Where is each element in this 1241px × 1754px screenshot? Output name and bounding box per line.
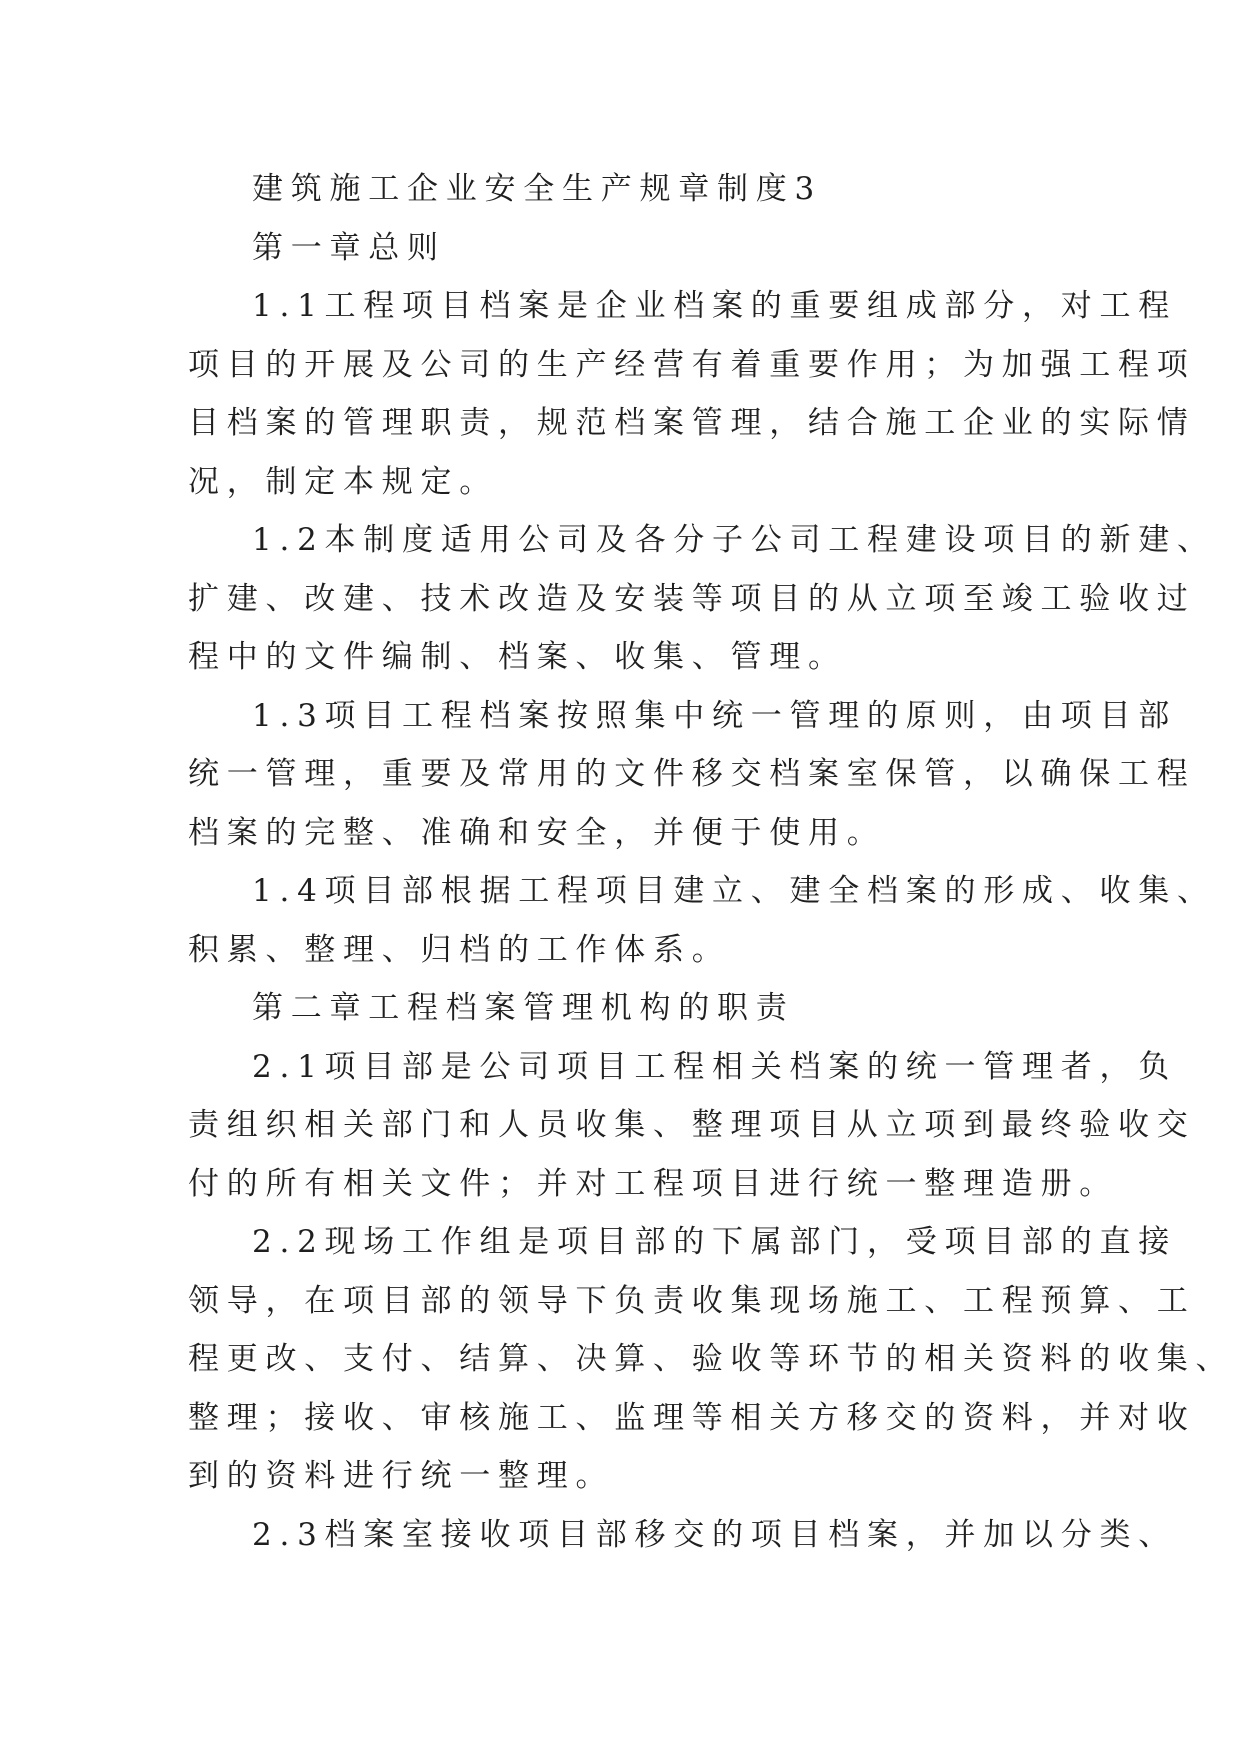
paragraph-1-2-line: 扩建、改建、技术改造及安装等项目的从立项至竣工验收过	[188, 580, 1196, 617]
paragraph-1-3-line: 统一管理，重要及常用的文件移交档案室保管，以确保工程	[188, 756, 1196, 792]
paragraph-1-1-line: 1.1工程项目档案是企业档案的重要组成部分，对工程	[252, 288, 1178, 324]
paragraph-1-1-line: 目档案的管理职责，规范档案管理，结合施工企业的实际情	[188, 405, 1196, 441]
paragraph-2-2-line: 到的资料进行统一整理。	[188, 1458, 615, 1494]
paragraph-2-3-line: 2.3档案室接收项目部移交的项目档案，并加以分类、	[252, 1516, 1178, 1553]
paragraph-2-2-line: 程更改、支付、结算、决算、验收等环节的相关资料的收集、	[188, 1341, 1235, 1377]
paragraph-2-1-line: 付的所有相关文件；并对工程项目进行统一整理造册。	[188, 1165, 1118, 1202]
paragraph-1-3-line: 档案的完整、准确和安全，并便于使用。	[188, 814, 886, 851]
paragraph-1-1-line: 况，制定本规定。	[188, 463, 498, 500]
document-body	[188, 160, 1235, 1564]
paragraph-1-3-line: 1.3项目工程档案按照集中统一管理的原则，由项目部	[252, 697, 1178, 734]
paragraph-2-2-line: 2.2现场工作组是项目部的下属部门，受项目部的直接	[252, 1224, 1178, 1260]
chapter-1-heading: 第一章总则	[252, 229, 446, 266]
paragraph-2-1-line: 2.1项目部是公司项目工程相关档案的统一管理者，负	[252, 1048, 1178, 1085]
chapter-2-heading: 第二章工程档案管理机构的职责	[252, 990, 795, 1026]
paragraph-1-2-line: 程中的文件编制、档案、收集、管理。	[188, 639, 847, 675]
paragraph-1-4-line: 1.4项目部根据工程项目建立、建全档案的形成、收集、	[252, 873, 1216, 909]
paragraph-1-2-line: 1.2本制度适用公司及各分子公司工程建设项目的新建、	[252, 522, 1216, 558]
paragraph-1-4-line: 积累、整理、归档的工作体系。	[188, 931, 731, 968]
paragraph-1-1-line: 项目的开展及公司的生产经营有着重要作用；为加强工程项	[188, 346, 1196, 383]
document-title: 建筑施工企业安全生产规章制度3	[252, 171, 822, 207]
paragraph-2-2-line: 整理；接收、审核施工、监理等相关方移交的资料，并对收	[188, 1399, 1196, 1436]
paragraph-2-2-line: 领导，在项目部的领导下负责收集现场施工、工程预算、工	[188, 1282, 1196, 1319]
paragraph-2-1-line: 责组织相关部门和人员收集、整理项目从立项到最终验收交	[188, 1107, 1196, 1143]
